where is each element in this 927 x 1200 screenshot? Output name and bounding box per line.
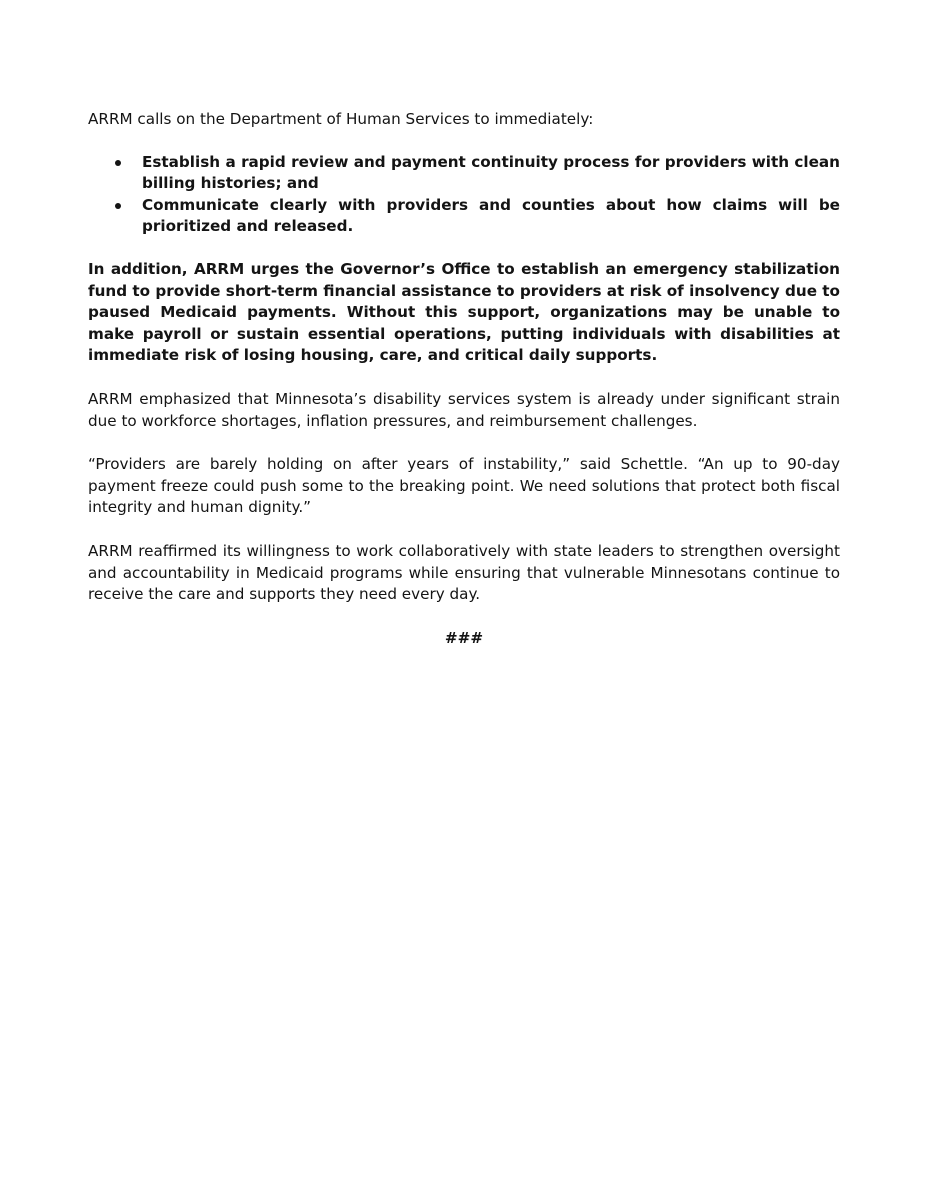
bullet-icon (115, 160, 121, 166)
bullet-text: Establish a rapid review and payment continuity process for providers with clean billing histories; and (142, 152, 840, 193)
bullet-item-payment-continuity (88, 152, 840, 195)
stabilization-fund-paragraph: In addition, ARRM urges the Governor’s Office to establish an emergency stabilization fund to provide short-term financial assistance to providers at risk of insolvency due to paused Medicaid payments. Without this support, organizations may be unable to make payroll or sustain essential operations, putting individuals with disabilities at immediate risk of losing housing, care, and critical daily supports. (88, 259, 840, 365)
schettle-quote-paragraph: “Providers are barely holding on after years of instability,” said Schettle. “An up to 90-day payment freeze could push some to the breaking point. We need solutions that protect both fiscal integrity and human dignity.” (88, 455, 840, 517)
document-body (88, 109, 840, 649)
end-mark: ### (444, 628, 484, 647)
bullet-text: Communicate clearly with providers and counties about how claims will be prioritized and released. (142, 195, 840, 236)
intro-paragraph: ARRM calls on the Department of Human Services to immediately: (88, 110, 594, 128)
collaboration-paragraph: ARRM reaffirmed its willingness to work collaboratively with state leaders to strengthen oversight and accountability in Medicaid programs while ensuring that vulnerable Minnesotans continue to receive the care and supports they need every day. (88, 541, 840, 604)
bullet-item-communicate (88, 195, 840, 238)
system-strain-paragraph: ARRM emphasized that Minnesota’s disability services system is already under significant strain due to workforce shortages, inflation pressures, and reimbursement challenges. (88, 389, 840, 430)
bullet-icon (115, 203, 121, 209)
bullet-list (88, 152, 840, 238)
